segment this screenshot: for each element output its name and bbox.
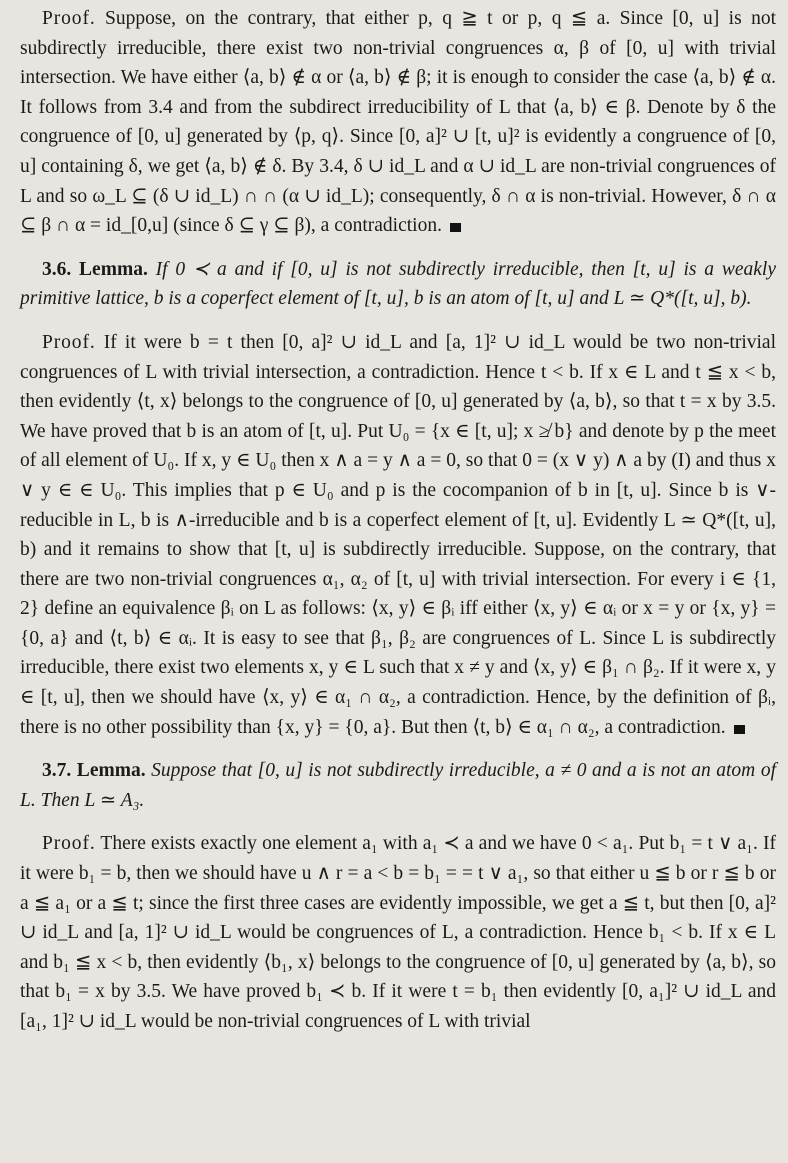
lemma-3-7 xyxy=(20,756,776,815)
proof-paragraph-3 xyxy=(20,829,776,1036)
proof-text: There exists exactly one element a₁ with a₁ ≺ a and we have 0 < a₁. Put b₁ = t ∨ a₁. If it were b₁ = b, then we should have u ∧ r = a < b = b₁ = = t ∨ a₁, so that either u ≦ b or r ≦ b or a ≦ a₁ or a ≦ t; since the first three cases are evidently impossible, we get a ≦ t, but then [0, a]² ∪ id_L and [a, 1]² ∪ id_L would be congruences of L, a contradiction. Hence b₁ < b. If x ∈ L and b₁ ≦ x < b, then evidently ⟨b₁, x⟩ belongs to the congruence of [0, u] generated by ⟨a, b⟩, so that b₁ = x by 3.5. We have proved b₁ ≺ b. If it were t = b₁ then evidently [0, a₁]² ∪ id_L and [a₁, 1]² ∪ id_L would be non-trivial congruences of L with trivial xyxy=(20,833,776,1032)
end-of-proof-icon xyxy=(734,725,745,734)
proof-text: If it were b = t then [0, a]² ∪ id_L and [a, 1]² ∪ id_L would be two non-trivial congruences of L with trivial intersection, a contradiction. Hence t < b. If x ∈ L and t ≦ x < b, then evidently ⟨t, x⟩ belongs to the congruence of [0, u] generated by ⟨a, b⟩, so that t = x by 3.5. We have proved that b is an atom of [t, u]. Put U₀ = {x ∈ [t, u]; x ≱ b} and denote by p the meet of all element of U₀. If x, y ∈ U₀ then x ∧ a = y ∧ a = 0, so that 0 = (x ∨ y) ∧ a by (I) and thus x ∨ y ∈ ∈ U₀. This implies that p ∈ U₀ and p is the cocompanion of b in [t, u]. Since b is ∨-reducible in L, b is ∧-irreducible and b is a coperfect element of [t, u]. Evidently L ≃ Q*([t, u], b) and it remains to show that [t, u] is subdirectly irreducible. Suppose, on the contrary, that there are two non-trivial congruences α₁, α₂ of [t, u] with trivial intersection. For every i ∈ {1, 2} define an equivalence βᵢ on L as follows: ⟨x, y⟩ ∈ βᵢ iff either ⟨x, y⟩ ∈ αᵢ or x = y or {x, y} = {0, a} and ⟨t, b⟩ ∈ αᵢ. It is easy to see that β₁, β₂ are congruences of L. Since L is subdirectly irreducible, there exist two elements x, y ∈ L such that x ≠ y and ⟨x, y⟩ ∈ β₁ ∩ β₂. If it were x, y ∈ [t, u], then we should have ⟨x, y⟩ ∈ α₁ ∩ α₂, a contradiction. Hence, by the definition of βᵢ, there is no other possibility than {x, y} = {0, a}. But then ⟨t, b⟩ ∈ α₁ ∩ α₂, a contradiction. xyxy=(20,331,777,738)
end-of-proof-icon xyxy=(450,223,461,232)
proof-label: Proof. xyxy=(42,8,96,29)
proof-text: Suppose, on the contrary, that either p, q ≧ t or p, q ≦ a. Since [0, u] is not subdirectly irreducible, there exist two non-trivial congruences α, β of [0, u] with trivial intersection. We have either ⟨a, b⟩ ∉ α or ⟨a, b⟩ ∉ β; it is enough to consider the case ⟨a, b⟩ ∉ α. It follows from 3.4 and from the subdirect irreducibility of L that ⟨a, b⟩ ∈ β. Denote by δ the congruence of [0, u] generated by ⟨p, q⟩. Since [0, a]² ∪ [t, u]² is evidently a congruence of [0, u] containing δ, we get ⟨a, b⟩ ∉ δ. By 3.4, δ ∪ id_L and α ∪ id_L are non-trivial congruences of L and so ω_L ⊆ (δ ∪ id_L) ∩ ∩ (α ∪ id_L); consequently, δ ∩ α is non-trivial. However, δ ∩ α ⊆ β ∩ α = id_[0,u] (since δ ⊆ γ ⊆ β), a contradiction. xyxy=(20,8,777,237)
lemma-number: 3.6. Lemma. xyxy=(42,258,148,280)
proof-paragraph-1 xyxy=(20,4,776,241)
lemma-number: 3.7. Lemma. xyxy=(42,760,146,782)
proof-paragraph-2 xyxy=(20,328,776,742)
proof-label: Proof. xyxy=(42,833,96,855)
proof-label: Proof. xyxy=(42,331,96,353)
lemma-statement: If 0 ≺ a and if [0, u] is not subdirectly irreducible, then [t, u] is a weakly primitive lattice, b is a coperfect element of [t, u], b is an atom of [t, u] and L ≃ Q*([t, u], b). xyxy=(20,258,776,310)
lemma-statement: Suppose that [0, u] is not subdirectly irreducible, a ≠ 0 and a is not an atom of L. Then L ≃ A₃. xyxy=(20,760,776,811)
lemma-3-6 xyxy=(20,255,776,314)
